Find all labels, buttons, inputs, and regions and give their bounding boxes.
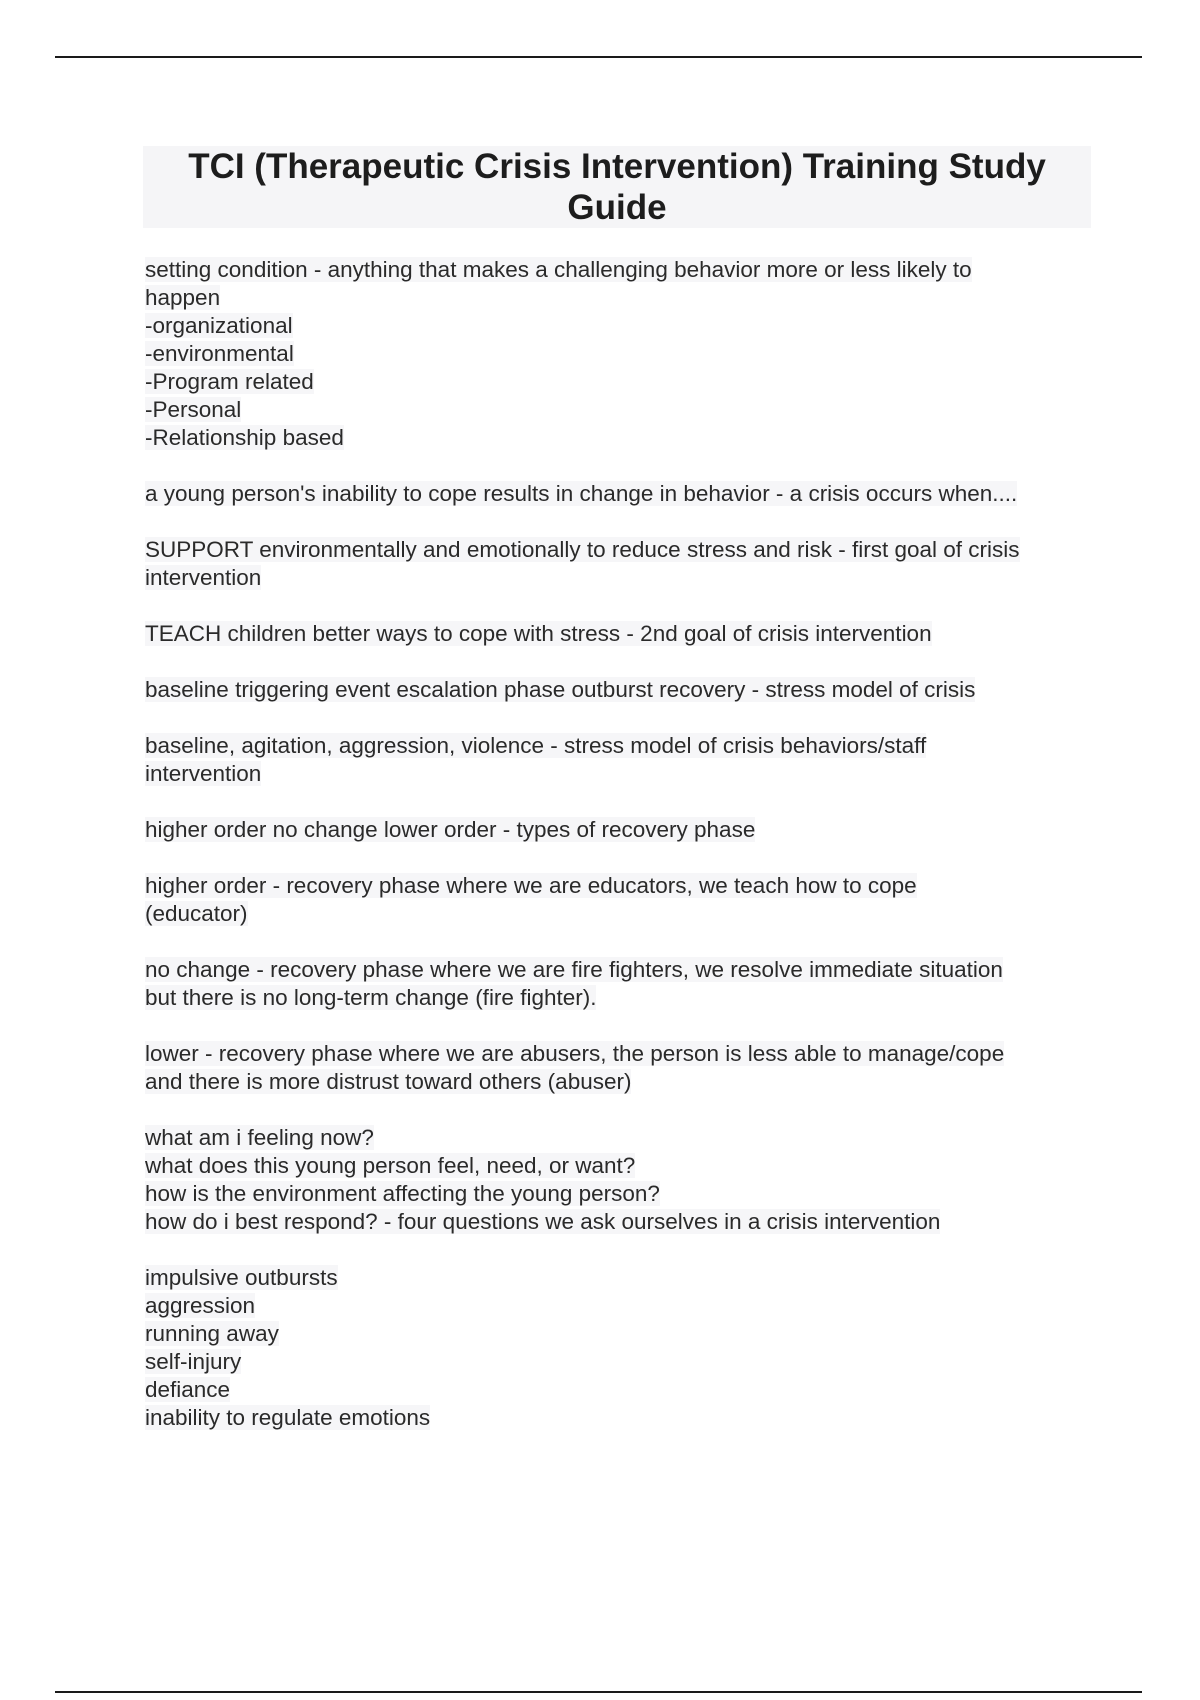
flashcard-line (145, 424, 1095, 452)
flashcard-line (145, 284, 1095, 312)
flashcard-line-text: baseline triggering event escalation phase outburst recovery - stress model of crisis (145, 677, 976, 702)
flashcard-line-text: intervention (145, 565, 262, 590)
flashcard-line-text: how do i best respond? - four questions we ask ourselves in a crisis intervention (145, 1209, 941, 1234)
flashcard-line (145, 1180, 1095, 1208)
flashcard-line-text: higher order no change lower order - types of recovery phase (145, 817, 756, 842)
flashcard-line (145, 1040, 1095, 1068)
flashcard-line (145, 1376, 1095, 1404)
flashcard-line (145, 396, 1095, 424)
flashcard-line (145, 1152, 1095, 1180)
flashcard-line-text: -environmental (145, 341, 294, 366)
flashcard (145, 480, 1095, 508)
flashcard-line-text: intervention (145, 761, 262, 786)
flashcard-line (145, 676, 1095, 704)
flashcard-line (145, 312, 1095, 340)
flashcard-line (145, 480, 1095, 508)
flashcard (145, 676, 1095, 704)
flashcard-line-text: what am i feeling now? (145, 1125, 374, 1150)
flashcard-line-text: higher order - recovery phase where we are educators, we teach how to cope (145, 873, 917, 898)
flashcard-line-text: what does this young person feel, need, or want? (145, 1153, 636, 1178)
flashcard-line (145, 1264, 1095, 1292)
top-rule (55, 56, 1142, 58)
flashcard-line (145, 1348, 1095, 1376)
flashcard-line-text: but there is no long-term change (fire fighter). (145, 985, 597, 1010)
flashcard-line-text: TEACH children better ways to cope with stress - 2nd goal of crisis intervention (145, 621, 932, 646)
flashcard-line-text: (educator) (145, 901, 248, 926)
flashcard-line-text: -Personal (145, 397, 242, 422)
flashcard-line-text: -organizational (145, 313, 293, 338)
flashcard-line (145, 564, 1095, 592)
flashcard-line (145, 1068, 1095, 1096)
flashcard-line (145, 900, 1095, 928)
flashcard-line (145, 956, 1095, 984)
flashcard-line-text: -Relationship based (145, 425, 344, 450)
flashcard (145, 816, 1095, 844)
flashcard-line-text: -Program related (145, 369, 314, 394)
flashcard-line-text: no change - recovery phase where we are fire fighters, we resolve immediate situation (145, 957, 1003, 982)
flashcard-line (145, 816, 1095, 844)
flashcard (145, 620, 1095, 648)
flashcard-line (145, 1124, 1095, 1152)
flashcard (145, 872, 1095, 928)
flashcard-line-text: defiance (145, 1377, 231, 1402)
title-box (143, 146, 1091, 228)
flashcard (145, 1124, 1095, 1236)
flashcard (145, 1264, 1095, 1432)
flashcard-list (145, 256, 1095, 1460)
flashcard-line (145, 1320, 1095, 1348)
flashcard-line (145, 620, 1095, 648)
flashcard-line (145, 256, 1095, 284)
flashcard-line (145, 984, 1095, 1012)
flashcard-line (145, 1292, 1095, 1320)
flashcard-line (145, 368, 1095, 396)
flashcard-line (145, 1404, 1095, 1432)
flashcard (145, 1040, 1095, 1096)
flashcard-line-text: happen (145, 285, 221, 310)
flashcard-line-text: baseline, agitation, aggression, violence - stress model of crisis behaviors/staff (145, 733, 927, 758)
flashcard-line-text: SUPPORT environmentally and emotionally to reduce stress and risk - first goal of crisis (145, 537, 1020, 562)
bottom-rule (55, 1691, 1142, 1693)
flashcard-line (145, 732, 1095, 760)
flashcard-line-text: running away (145, 1321, 279, 1346)
flashcard-line-text: a young person's inability to cope results in change in behavior - a crisis occurs when.... (145, 481, 1018, 506)
flashcard-line-text: self-injury (145, 1349, 242, 1374)
flashcard-line (145, 340, 1095, 368)
flashcard-line-text: setting condition - anything that makes a challenging behavior more or less likely to (145, 257, 972, 282)
flashcard (145, 256, 1095, 452)
flashcard-line-text: aggression (145, 1293, 256, 1318)
flashcard (145, 956, 1095, 1012)
flashcard-line-text: inability to regulate emotions (145, 1405, 431, 1430)
document-title: TCI (Therapeutic Crisis Intervention) Training Study Guide (188, 147, 1046, 227)
flashcard-line (145, 1208, 1095, 1236)
flashcard-line-text: and there is more distrust toward others (abuser) (145, 1069, 632, 1094)
flashcard (145, 536, 1095, 592)
flashcard-line (145, 872, 1095, 900)
flashcard (145, 732, 1095, 788)
flashcard-line (145, 536, 1095, 564)
flashcard-line (145, 760, 1095, 788)
flashcard-line-text: lower - recovery phase where we are abusers, the person is less able to manage/cope (145, 1041, 1005, 1066)
flashcard-line-text: how is the environment affecting the young person? (145, 1181, 660, 1206)
flashcard-line-text: impulsive outbursts (145, 1265, 338, 1290)
